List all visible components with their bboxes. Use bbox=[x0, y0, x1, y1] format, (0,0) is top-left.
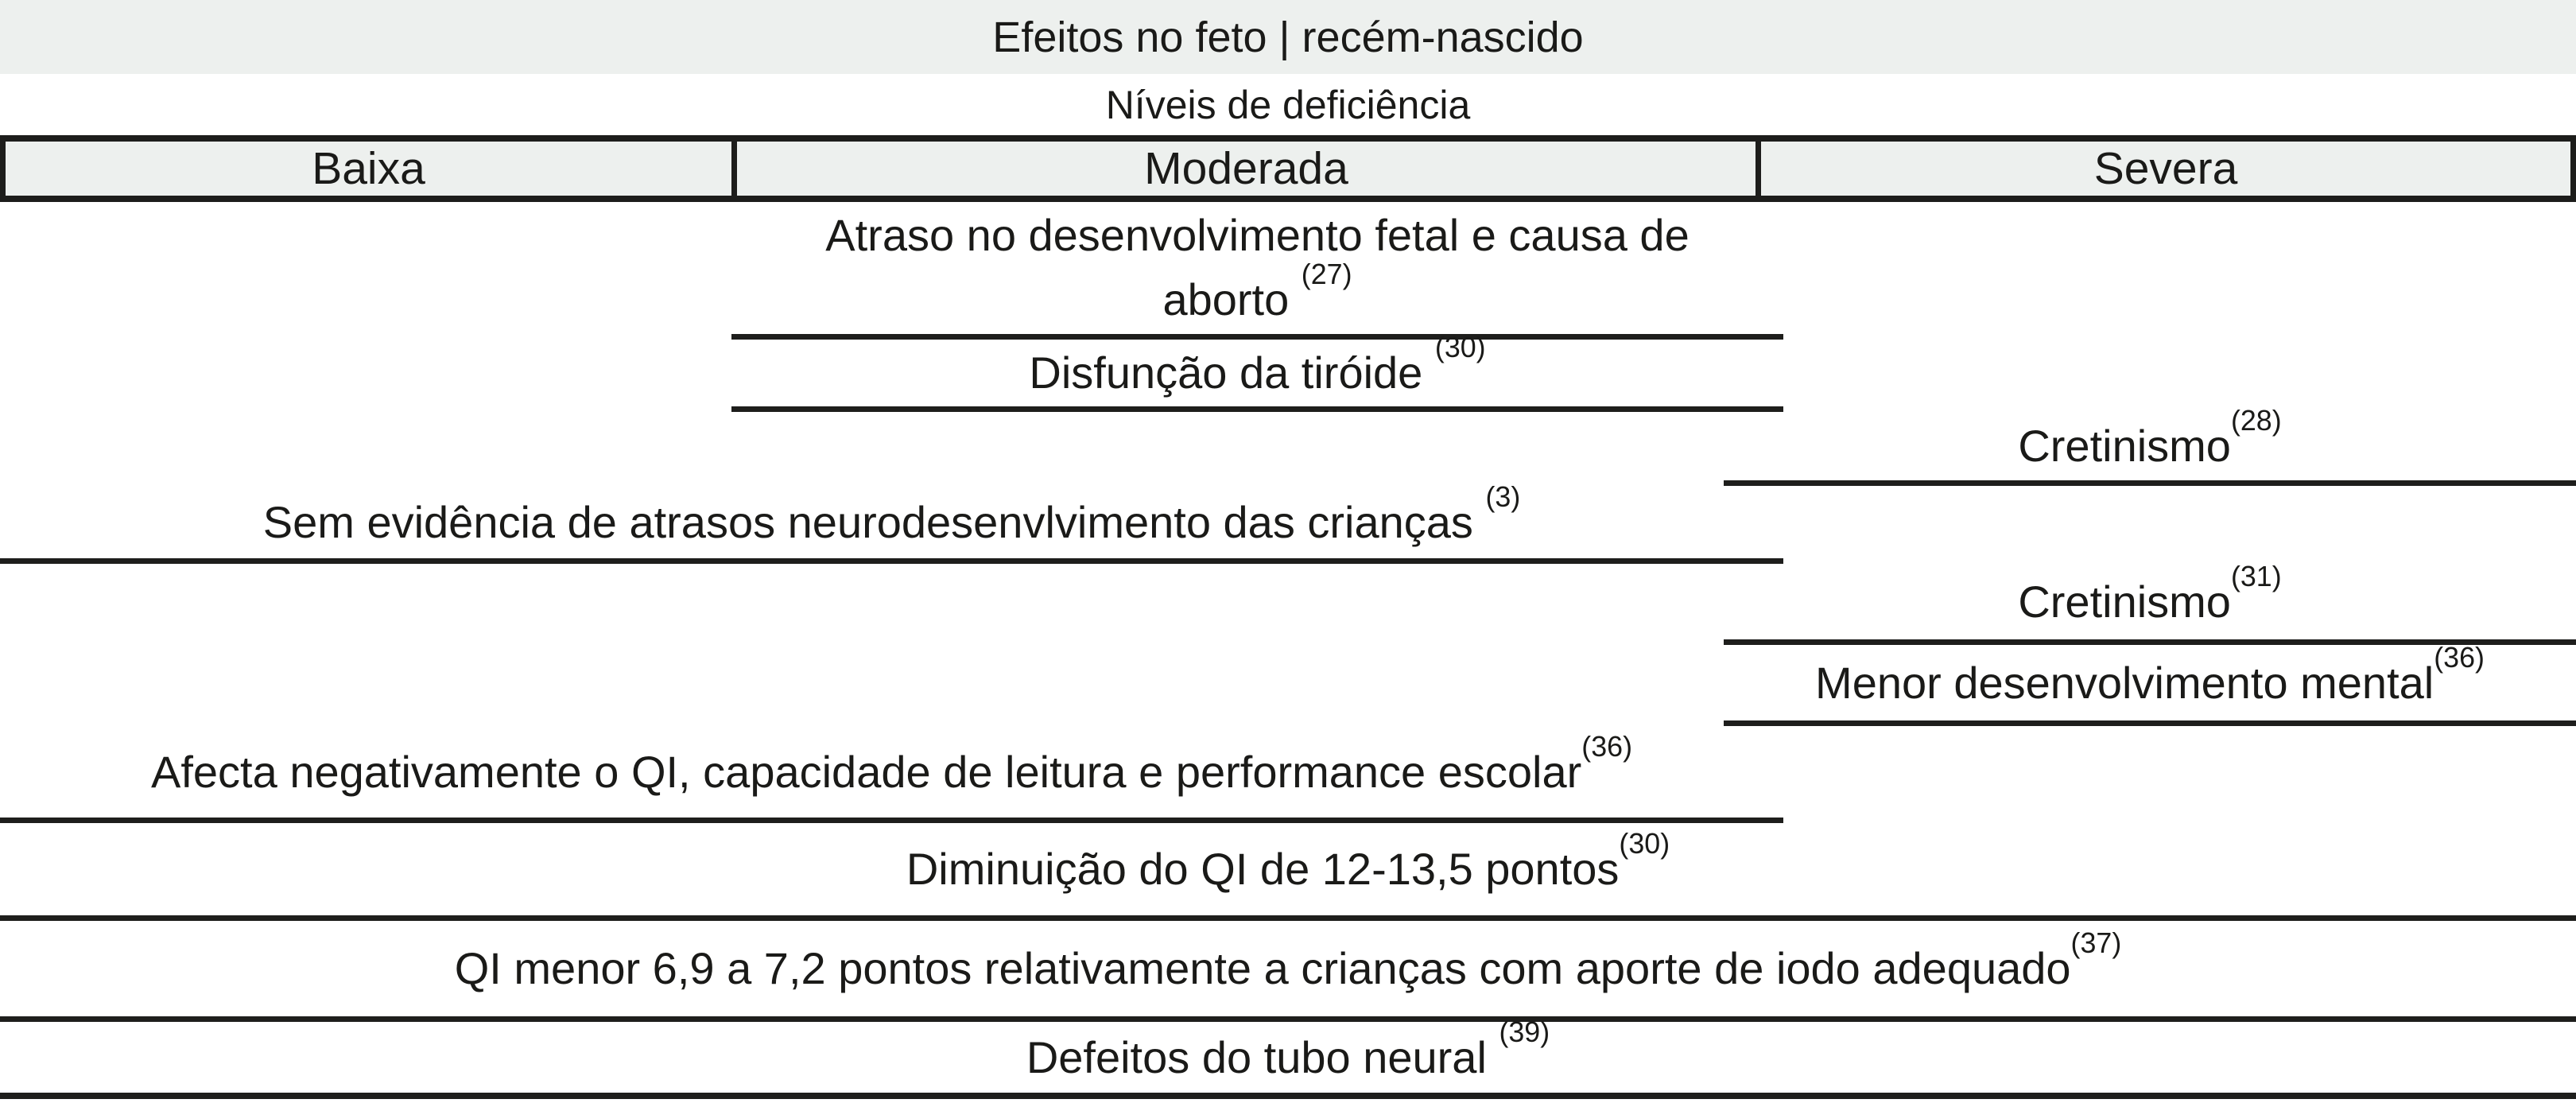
effect-ref: (30) bbox=[1434, 332, 1486, 364]
effect-bar-sem-evidencia-atrasos bbox=[0, 480, 1783, 564]
effect-text: QI menor 6,9 a 7,2 pontos relativamente a crianças com aporte de iodo adequado bbox=[454, 943, 2071, 994]
effect-text: Sem evidência de atrasos neurodesenvlvimento das crianças bbox=[262, 496, 1486, 547]
effect-text: Menor desenvolvimento mental bbox=[1815, 657, 2434, 708]
levels-heading-text: Níveis de deficiência bbox=[1105, 82, 1471, 127]
effect-bar-afecta-qi-leitura-escolar bbox=[0, 726, 1783, 823]
effect-bar-qi-menor-adequado bbox=[0, 921, 2576, 1022]
effect-text: Afecta negativamente o QI, capacidade de leitura e performance escolar bbox=[151, 746, 1582, 797]
effect-bar-diminuicao-qi bbox=[0, 823, 2576, 921]
effect-ref: (3) bbox=[1485, 480, 1521, 513]
effect-ref: (28) bbox=[2230, 405, 2282, 437]
effect-ref: (39) bbox=[1499, 1016, 1550, 1048]
effect-ref: (27) bbox=[1301, 258, 1352, 290]
effect-label bbox=[825, 204, 1689, 332]
effect-text: Defeitos do tubo neural bbox=[1026, 1031, 1499, 1082]
effect-bar-disfuncao-tiroide bbox=[731, 332, 1783, 412]
effect-label bbox=[906, 828, 1670, 895]
effect-label bbox=[1029, 332, 1486, 399]
level-header-moderada: Moderada bbox=[731, 142, 1761, 196]
levels-heading bbox=[0, 74, 2576, 135]
effect-label bbox=[2018, 560, 2282, 628]
effect-text-line1: Atraso no desenvolvimento fetal e causa de bbox=[825, 210, 1690, 261]
effect-label bbox=[262, 480, 1521, 549]
figure-title: Efeitos no feto | recém-nascido bbox=[992, 13, 1584, 61]
title-band bbox=[0, 0, 2576, 74]
effect-ref: (30) bbox=[1619, 828, 1670, 860]
effect-text: Disfunção da tiróide bbox=[1029, 348, 1435, 398]
effect-text: Cretinismo bbox=[2018, 421, 2231, 472]
levels-header-row bbox=[0, 135, 2576, 202]
effect-label bbox=[151, 730, 1632, 798]
effect-label bbox=[1815, 641, 2485, 709]
effect-bar-cretinismo-28 bbox=[1724, 405, 2576, 486]
effect-label bbox=[454, 927, 2122, 995]
effect-text: Cretinismo bbox=[2018, 576, 2231, 627]
effect-ref: (31) bbox=[2230, 560, 2282, 592]
effect-bar-atraso-desenvolvimento-fetal bbox=[731, 202, 1783, 340]
effect-ref: (37) bbox=[2070, 927, 2122, 960]
effect-ref: (36) bbox=[1581, 730, 1632, 763]
effect-text: aborto bbox=[1162, 274, 1302, 324]
effect-bar-defeitos-tubo-neural bbox=[0, 1016, 2576, 1099]
effect-label bbox=[2018, 405, 2282, 472]
effect-bar-cretinismo-31 bbox=[1724, 560, 2576, 645]
effect-text-line2-wrap bbox=[825, 258, 1689, 332]
effect-ref: (36) bbox=[2434, 641, 2485, 674]
effect-bar-menor-desenvolvimento-mental bbox=[1724, 641, 2576, 726]
effect-label bbox=[1026, 1016, 1550, 1084]
level-header-baixa: Baixa bbox=[312, 143, 425, 194]
level-header-severa: Severa bbox=[2093, 143, 2238, 194]
effect-text: Diminuição do QI de 12-13,5 pontos bbox=[906, 844, 1620, 895]
